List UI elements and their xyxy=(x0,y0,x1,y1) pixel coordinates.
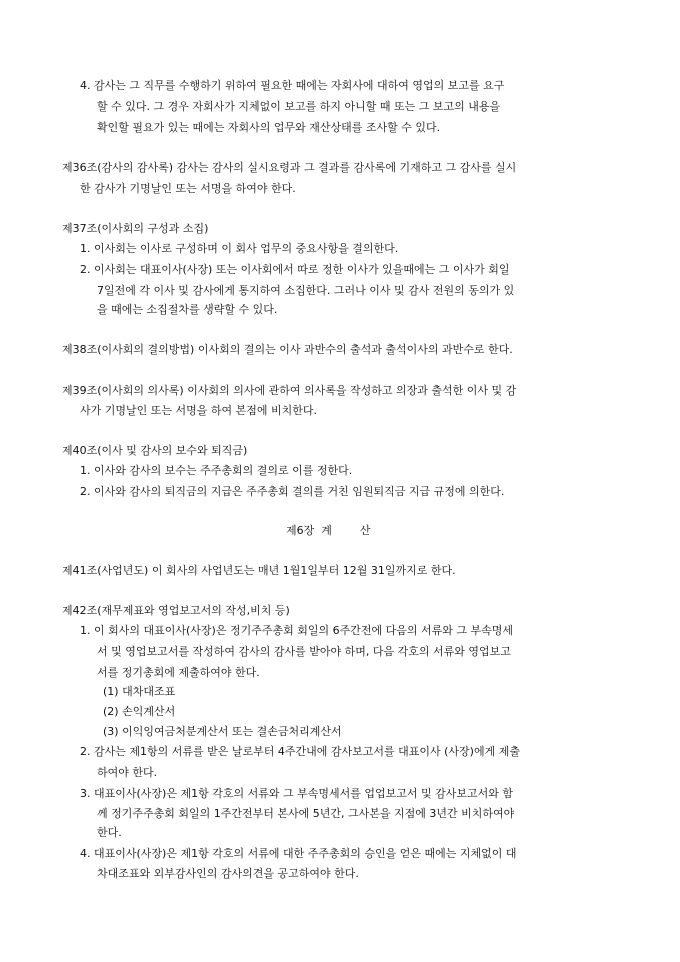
article37-title: 제37조(이사회의 구성과 소집) xyxy=(62,222,209,235)
article41-line1: 제41조(사업년도) 이 회사의 사업년도는 매년 1월1일부터 12월 31일까지로 한다. xyxy=(62,564,456,577)
article42-item1-line3: 서를 정기총회에 제출하여야 한다. xyxy=(97,666,260,679)
article35-item4-line3: 확인할 필요가 있는 때에는 자회사의 업무와 재산상태를 조사할 수 있다. xyxy=(97,121,441,134)
article36-line1: 제36조(감사의 감사록) 감사는 감사의 실시요령과 그 결과를 감사록에 기재하고 그 감사를 실시 xyxy=(62,161,517,174)
article42-item3-line2: 께 정기주주총회 회일의 1주간전부터 본사에 5년간, 그사본을 지점에 3년간 비치하여야 xyxy=(97,807,515,820)
article37-item2-line1: 2. 이사회는 대표이사(사장) 또는 이사회에서 따로 정한 이사가 있을때에는 그 이사가 회일 xyxy=(80,263,510,276)
article38-line1: 제38조(이사회의 결의방법) 이사회의 결의는 이사 과반수의 출석과 출석이사의 과반수로 한다. xyxy=(62,343,513,356)
article42-item2-line1: 2. 감사는 제1항의 서류를 받은 날로부터 4주간내에 감사보고서를 대표이사 (사장)에게 제출 xyxy=(80,745,520,758)
article42-item1-line1: 1. 이 회사의 대표이사(사장)은 정기주주총회 회일의 6주간전에 다음의 서류와 그 부속명세 xyxy=(80,624,513,637)
article39-line2: 사가 기명날인 또는 서명을 하여 본점에 비치한다. xyxy=(80,404,317,417)
article42-item4-line1: 4. 대표이사(사장)은 제1항 각호의 서류에 대한 주주총회의 승인을 얻은 때에는 지체없이 대 xyxy=(80,847,517,860)
chapter6-heading: 제6장 계 산 xyxy=(286,524,371,537)
article42-subitem3: (3) 이익잉여금처분계산서 또는 결손금처리계산서 xyxy=(103,725,342,738)
article39-line1: 제39조(이사회의 의사록) 이사회의 의사에 관하여 의사록을 작성하고 의장과 출석한 이사 및 감 xyxy=(62,384,517,397)
article37-item1: 1. 이사회는 이사로 구성하며 이 회사 업무의 중요사항을 결의한다. xyxy=(80,242,399,255)
article40-title: 제40조(이사 및 감사의 보수와 퇴직금) xyxy=(62,444,248,457)
article42-item2-line2: 하여야 한다. xyxy=(97,766,158,779)
article36-line2: 한 감사가 기명날인 또는 서명을 하여야 한다. xyxy=(80,182,296,195)
article40-item2: 2. 이사와 감사의 퇴직금의 지급은 주주총회 결의를 거친 임원퇴직금 지급 규정에 의한다. xyxy=(80,485,505,498)
article35-item4-line2: 할 수 있다. 그 경우 자회사가 지체없이 보고를 하지 아니할 때 또는 그 보고의 내용을 xyxy=(97,100,501,113)
article42-item1-line2: 서 및 영업보고서를 작성하여 감사의 감사를 받아야 하며, 다음 각호의 서류와 영업보고 xyxy=(97,645,511,658)
article40-item1: 1. 이사와 감사의 보수는 주주총회의 결의로 이를 정한다. xyxy=(80,464,353,477)
article37-item2-line2: 7일전에 각 이사 및 감사에게 통지하여 소집한다. 그러나 이사 및 감사 전원의 동의가 있 xyxy=(97,284,515,297)
article42-item4-line2: 차대조표와 외부감사인의 감사의견을 공고하여야 한다. xyxy=(97,867,359,880)
article42-subitem2: (2) 손익계산서 xyxy=(103,705,176,718)
article42-item3-line3: 한다. xyxy=(97,826,122,839)
article37-item2-line3: 을 때에는 소집절차를 생략할 수 있다. xyxy=(97,303,278,316)
article42-subitem1: (1) 대차대조표 xyxy=(103,685,176,698)
article42-title: 제42조(재무제표와 영업보고서의 작성,비치 등) xyxy=(62,604,290,617)
article42-item3-line1: 3. 대표이사(사장)은 제1항 각호의 서류와 그 부속명세서를 업업보고서 및 감사보고서와 함 xyxy=(80,787,513,800)
article35-item4-line1: 4. 감사는 그 직무를 수행하기 위하여 필요한 때에는 자회사에 대하여 영업의 보고를 요구 xyxy=(80,79,505,92)
